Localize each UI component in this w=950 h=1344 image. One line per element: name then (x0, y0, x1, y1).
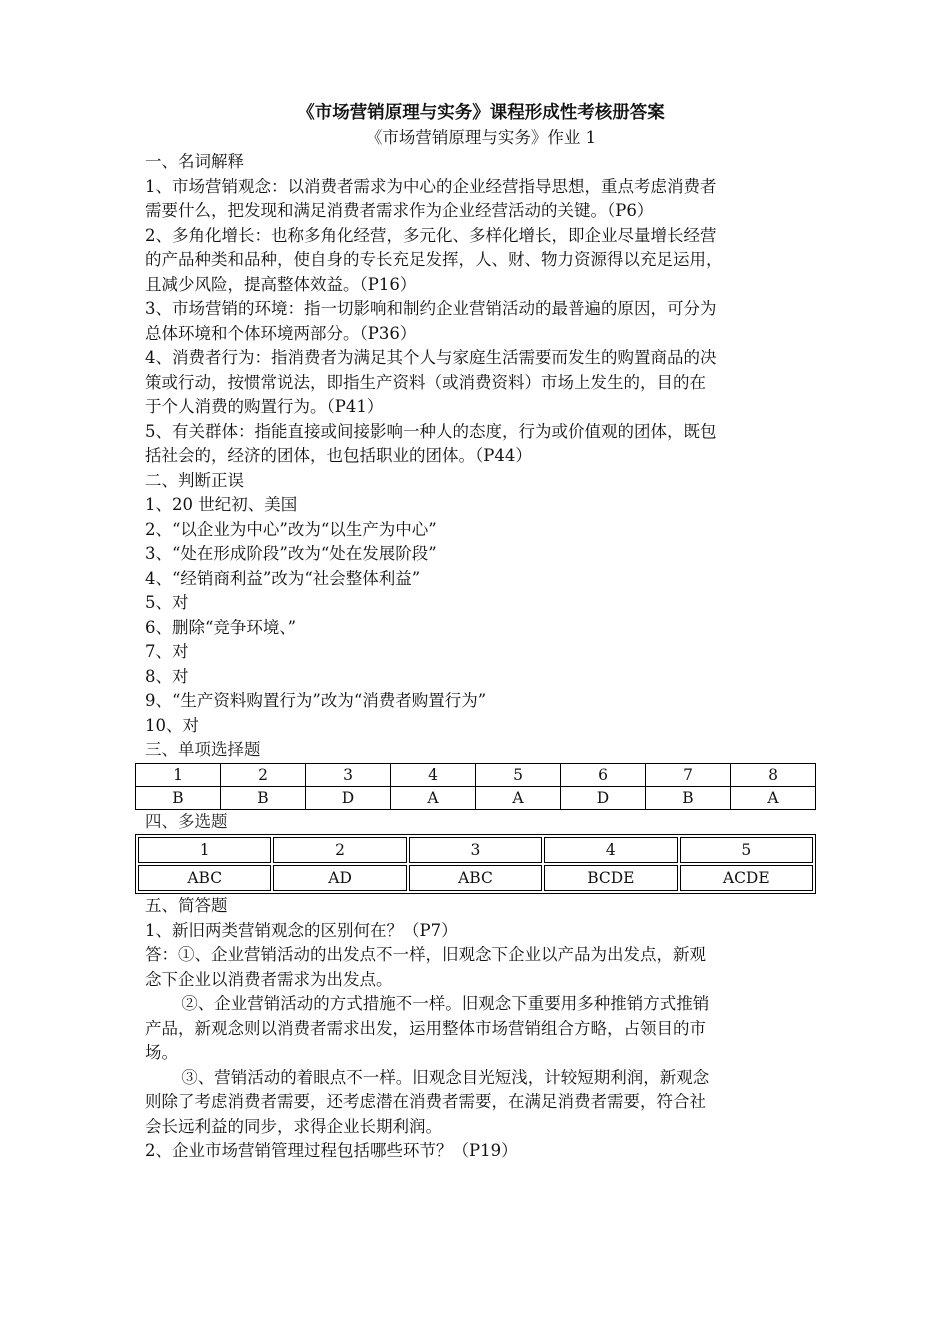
table-cell-answer: ACDE (680, 865, 813, 891)
definition-line: 1、市场营销观念：以消费者需求为中心的企业经营指导思想，重点考虑消费者 (145, 176, 717, 196)
true-false-answer: 2、“以企业为中心”改为“以生产为中心” (145, 519, 437, 539)
table-cell-answer: B (221, 786, 306, 809)
true-false-answer: 3、“处在形成阶段”改为“处在发展阶段” (145, 544, 437, 563)
table-cell-answer: B (646, 786, 731, 809)
answer-line: 会长远利益的同步，求得企业长期利润。 (145, 1116, 442, 1136)
document-subtitle: 《市场营销原理与实务》作业 1 (365, 128, 597, 147)
true-false-answer: 1、20 世纪初、美国 (145, 495, 298, 514)
true-false-answer: 10、对 (145, 715, 199, 735)
table-cell-answer: D (306, 786, 391, 809)
answer-line: 场。 (145, 1043, 178, 1062)
table-cell-number: 2 (221, 763, 306, 786)
table-cell-number: 7 (646, 763, 731, 786)
definition-line: 4、消费者行为：指消费者为满足其个人与家庭生活需要而发生的购置商品的决 (145, 348, 717, 367)
answer-line: 念下企业以消费者需求为出发点。 (145, 969, 393, 989)
answer-line: ③、营销活动的着眼点不一样。旧观念目光短浅，计较短期利润，新观念 (181, 1067, 710, 1087)
table-cell-answer: B (136, 786, 221, 809)
answer-line: 则除了考虑消费者需要，还考虑潜在消费者需要，在满足消费者需要，符合社 (145, 1092, 706, 1111)
table-row-answers (136, 786, 816, 809)
true-false-answer: 5、对 (145, 593, 189, 612)
table-cell-number: 6 (561, 763, 646, 786)
short-answer-question: 2、企业市场营销管理过程包括哪些环节？（P19） (145, 1141, 518, 1160)
document-title: 《市场营销原理与实务》课程形成性考核册答案 (297, 103, 665, 123)
table-cell-answer: A (476, 786, 561, 809)
section-heading-single-choice: 三、单项选择题 (145, 740, 261, 759)
table-cell-number: 4 (544, 837, 677, 863)
definition-line: 需要什么，把发现和满足消费者需求作为企业经营活动的关键。（P6） (145, 201, 654, 220)
table-cell-number: 3 (306, 763, 391, 786)
multiple-choice-table (135, 834, 816, 894)
table-row-numbers (136, 763, 816, 786)
table-cell-answer: AD (273, 865, 406, 891)
definition-line: 的产品种类和品种，使自身的专长充足发挥，人、财、物力资源得以充足运用， (145, 250, 723, 269)
table-cell-number: 5 (680, 837, 813, 863)
table-cell-answer: ABC (138, 865, 271, 891)
section-heading-definitions: 一、名词解释 (145, 152, 244, 171)
table-cell-number: 3 (409, 837, 542, 863)
definition-line: 总体环境和个体环境两部分。（P36） (145, 323, 417, 343)
answer-line: 答：①、企业营销活动的出发点不一样，旧观念下企业以产品为出发点，新观 (145, 945, 706, 964)
definition-line: 且减少风险，提高整体效益。（P16） (145, 274, 417, 294)
table-cell-answer: BCDE (544, 865, 677, 891)
table-cell-answer: A (391, 786, 476, 809)
answer-line: ②、企业营销活动的方式措施不一样。旧观念下重要用多种推销方式推销 (181, 994, 710, 1013)
table-cell-number: 4 (391, 763, 476, 786)
true-false-answer: 9、“生产资料购置行为”改为“消费者购置行为” (145, 691, 487, 710)
answer-line: 产品，新观念则以消费者需求出发，运用整体市场营销组合方略，占领目的市 (145, 1018, 706, 1038)
section-heading-true-false: 二、判断正误 (145, 470, 244, 490)
true-false-answer: 6、删除“竞争环境、” (145, 617, 297, 637)
section-heading-short-answer: 五、简答题 (145, 896, 228, 915)
section-heading-multiple-choice: 四、多选题 (145, 811, 228, 831)
definition-line: 括社会的，经济的团体，也包括职业的团体。（P44） (145, 446, 532, 465)
table-cell-answer: D (561, 786, 646, 809)
single-choice-table (135, 763, 816, 810)
definition-line: 于个人消费的购置行为。（P41） (145, 397, 384, 416)
table-row-numbers (138, 837, 813, 863)
table-row-answers (138, 865, 813, 891)
true-false-answer: 4、“经销商利益”改为“社会整体利益” (145, 568, 421, 588)
definition-line: 5、有关群体：指能直接或间接影响一种人的态度，行为或价值观的团体，既包 (145, 421, 717, 441)
table-cell-number: 8 (731, 763, 816, 786)
table-cell-number: 1 (138, 837, 271, 863)
table-cell-number: 2 (273, 837, 406, 863)
definition-line: 策或行动，按惯常说法，即指生产资料（或消费资料）市场上发生的，目的在 (145, 372, 706, 392)
table-cell-answer: ABC (409, 865, 542, 891)
definition-line: 3、市场营销的环境：指一切影响和制约企业营销活动的最普遍的原因，可分为 (145, 299, 717, 318)
true-false-answer: 7、对 (145, 642, 189, 661)
definition-line: 2、多角化增长：也称多角化经营，多元化、多样化增长，即企业尽量增长经营 (145, 225, 717, 245)
table-cell-number: 1 (136, 763, 221, 786)
table-cell-answer: A (731, 786, 816, 809)
short-answer-question: 1、新旧两类营销观念的区别何在？（P7） (145, 920, 458, 940)
true-false-answer: 8、对 (145, 666, 189, 686)
table-cell-number: 5 (476, 763, 561, 786)
document-content (145, 100, 817, 1164)
